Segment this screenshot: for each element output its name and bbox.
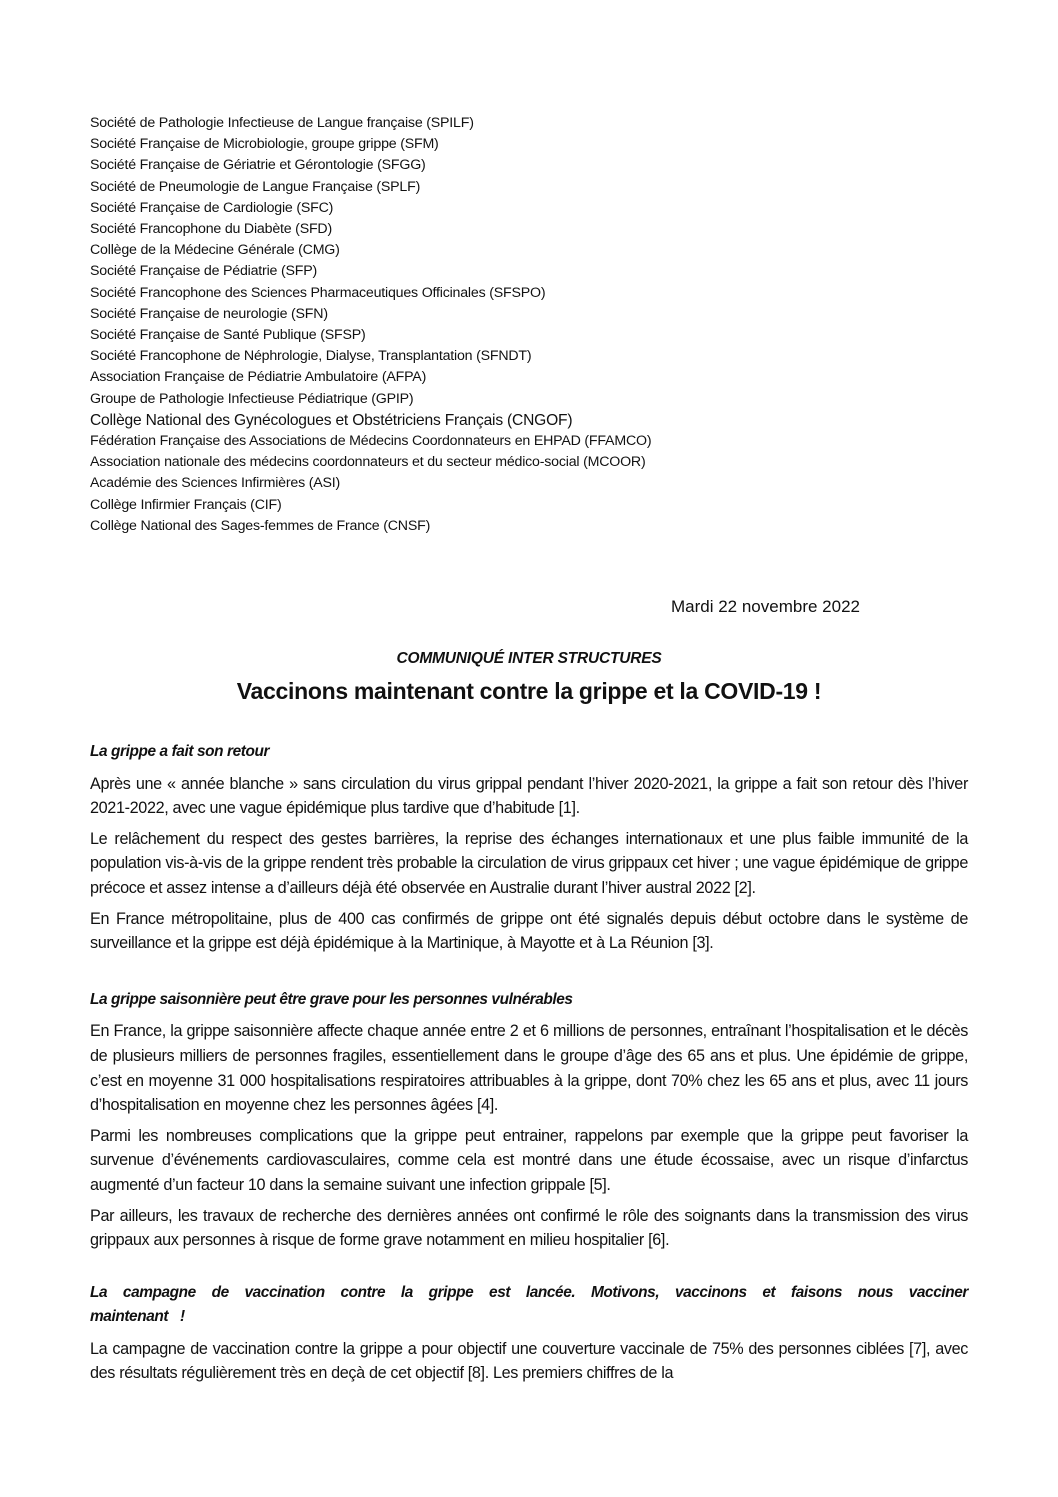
paragraph: Après une « année blanche » sans circulation du virus grippal pendant l’hiver 2020-2021, la grippe a fait son retour dès l’hiver 2021-2022, avec une vague épidémique plus tardive que d’habitude [1]. [90,774,968,818]
section-flu-severity [90,988,968,1253]
organization-item: Collège National des Gynécologues et Obstétriciens Français (CNGOF) [90,411,573,429]
organization-item: Fédération Française des Associations de Médecins Coordonnateurs en EHPAD (FFAMCO) [90,433,652,450]
signatory-organizations-list [90,113,890,537]
paragraph: Le relâchement du respect des gestes barrières, la reprise des échanges internationaux et une plus faible immunité de la population vis-à-vis de la grippe rendent très probable la circulation de virus grippaux cet hiver ; une vague épidémique de grippe précoce et assez intense a d’ailleurs déjà été observée en Australie durant l’hiver austral 2022 [2]. [90,829,968,897]
organization-item: Académie des Sciences Infirmières (ASI) [90,475,341,492]
organization-item: Société de Pathologie Infectieuse de Langue française (SPILF) [90,115,474,131]
paragraph: Par ailleurs, les travaux de recherche des dernières années ont confirmé le rôle des soignants dans la transmission des virus grippaux aux personnes à risque de forme grave notamment en milieu hospitalier [6]. [90,1206,968,1250]
paragraph: Parmi les nombreuses complications que la grippe peut entrainer, rappelons par exemple que la grippe peut favoriser la survenue d’événements cardiovasculaires, comme cela est montré dans une étude écossaise, avec un risque d’infarctus augmenté d’un facteur 10 dans la semaine suivant une infection grippale [5]. [90,1126,968,1194]
section-flu-return [90,740,968,956]
organization-item: Société Francophone de Néphrologie, Dialyse, Transplantation (SFNDT) [90,348,532,365]
document-body [90,740,968,1414]
organization-item: Société Française de neurologie (SFN) [90,305,328,322]
organization-item: Société Française de Pédiatrie (SFP) [90,263,317,280]
paragraph: En France métropolitaine, plus de 400 cas confirmés de grippe ont été signalés depuis début octobre dans le système de surveillance et la grippe est déjà épidémique à la Martinique, à Mayotte et à La Réunion [3]. [90,909,968,953]
organization-item: Association nationale des médecins coordonnateurs et du secteur médico-social (MCOOR) [90,454,646,471]
organization-item: Groupe de Pathologie Infectieuse Pédiatrique (GPIP) [90,390,414,407]
paragraph: La campagne de vaccination contre la grippe a pour objectif une couverture vaccinale de 75% des personnes ciblées [7], avec des résultats régulièrement très en deçà de cet objectif [8]. Les premiers chiffres de la [90,1339,968,1383]
organization-item: Société Française de Microbiologie, groupe grippe (SFM) [90,136,439,153]
section-heading: La grippe saisonnière peut être grave pour les personnes vulnérables [90,990,573,1008]
organization-item: Société de Pneumologie de Langue Française (SPLF) [90,178,421,195]
section-heading: La campagne de vaccination contre la grippe est lancée. Motivons, vaccinons et faisons nous vacciner maintenant ! [90,1283,968,1326]
organization-item: Collège National des Sages-femmes de France (CNSF) [90,517,431,534]
organization-item: Collège de la Médecine Générale (CMG) [90,242,340,259]
document-title: Vaccinons maintenant contre la grippe et la COVID-19 ! [236,678,822,704]
organization-item: Société Francophone des Sciences Pharmaceutiques Officinales (SFSPO) [90,284,546,301]
organization-item: Association Française de Pédiatrie Ambulatoire (AFPA) [90,369,427,386]
press-release-kicker: COMMUNIQUÉ INTER STRUCTURES [396,650,662,667]
organization-item: Collège Infirmier Français (CIF) [90,496,282,513]
organization-item: Société Francophone du Diabète (SFD) [90,221,333,238]
organization-item: Société Française de Santé Publique (SFSP) [90,327,366,344]
organization-item: Société Française de Gériatrie et Gérontologie (SFGG) [90,157,426,174]
section-vaccination-campaign [90,1281,968,1386]
paragraph: En France, la grippe saisonnière affecte chaque année entre 2 et 6 millions de personnes, entraînant l’hospitalisation et le décès de plusieurs milliers de personnes fragiles, essentiellement dans le groupe d’âge des 65 ans et plus. Une épidémie de grippe, c’est en moyenne 31 000 hospitalisations respiratoires attribuables à la grippe, dont 70% chez les 65 ans et plus, avec 11 jours d’hospitalisation en moyenne chez les personnes âgées [4]. [90,1022,968,1115]
organization-item: Société Française de Cardiologie (SFC) [90,199,334,216]
section-heading: La grippe a fait son retour [90,743,270,760]
document-date: Mardi 22 novembre 2022 [670,597,860,616]
